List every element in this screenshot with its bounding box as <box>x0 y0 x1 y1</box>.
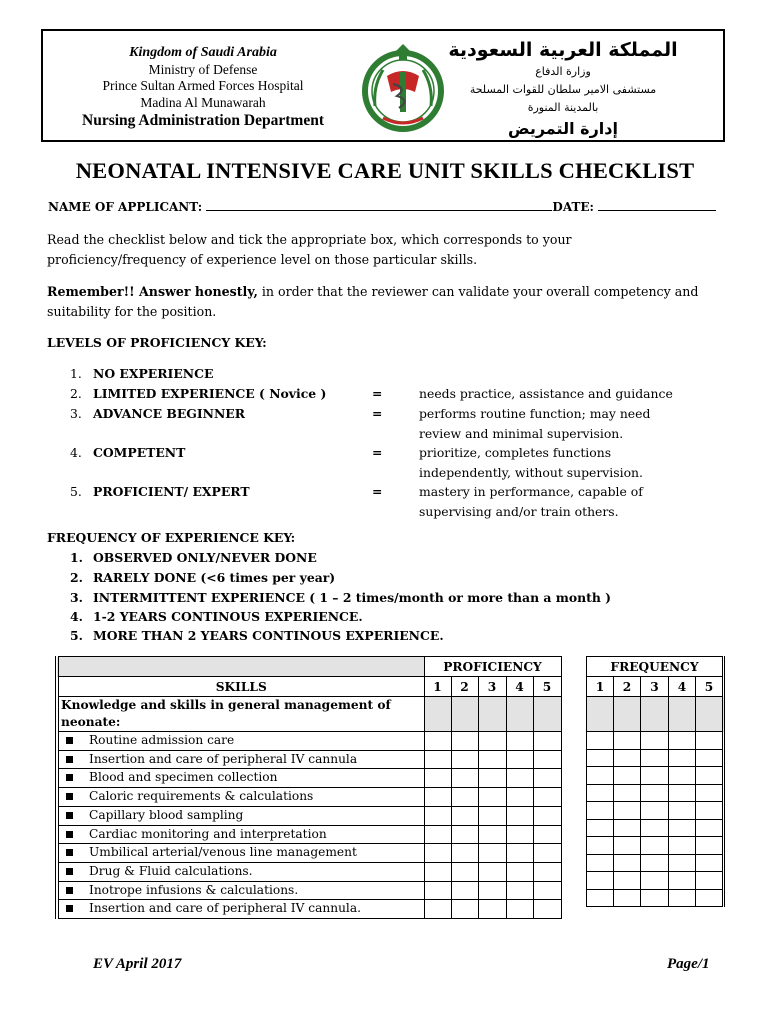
proficiency-checkbox-cell[interactable] <box>533 825 561 844</box>
equals-sign: = <box>372 386 383 401</box>
frequency-checkbox-cell[interactable] <box>641 802 669 820</box>
proficiency-checkbox-cell[interactable] <box>533 881 561 900</box>
item-description: performs routine function; may need <box>419 406 651 421</box>
proficiency-checkbox-cell[interactable] <box>533 862 561 881</box>
proficiency-checkbox-cell[interactable] <box>478 806 506 825</box>
table-row <box>587 749 724 767</box>
item-label: OBSERVED ONLY/NEVER DONE <box>93 550 317 565</box>
proficiency-key-heading: LEVELS OF PROFICIENCY KEY: <box>47 335 267 350</box>
skill-label: Umbilical arterial/venous line management <box>89 845 357 860</box>
section-title-line-2: neonate: <box>61 715 121 729</box>
proficiency-checkbox-cell[interactable] <box>506 769 533 788</box>
proficiency-checkbox-cell[interactable] <box>451 825 478 844</box>
item-label: RARELY DONE (<6 times per year) <box>93 570 336 585</box>
item-label: INTERMITTENT EXPERIENCE ( 1 – 2 times/month or more than a month ) <box>93 590 612 605</box>
square-bullet-icon <box>66 737 73 744</box>
letterhead-arabic <box>403 37 723 141</box>
frequency-checkbox-cell[interactable] <box>669 837 696 855</box>
section-title-line-1: Knowledge and skills in general management of <box>61 698 391 712</box>
frequency-checkbox-cell[interactable] <box>614 837 641 855</box>
skill-item <box>59 863 424 881</box>
table-row <box>587 767 724 785</box>
proficiency-checkbox-cell[interactable] <box>533 900 561 919</box>
skill-cell <box>57 806 424 825</box>
letterhead-box <box>41 29 725 142</box>
frequency-checkbox-cell[interactable] <box>696 732 724 750</box>
table-row <box>57 750 561 769</box>
frequency-checkbox-cell[interactable] <box>614 802 641 820</box>
frequency-checkbox-cell[interactable] <box>669 784 696 802</box>
proficiency-checkbox-cell[interactable] <box>478 750 506 769</box>
proficiency-checkbox-cell[interactable] <box>533 844 561 863</box>
skill-label: Insertion and care of peripheral IV cannula <box>89 751 358 766</box>
proficiency-checkbox-cell[interactable] <box>478 788 506 807</box>
item-number: 2. <box>70 386 82 401</box>
checkbox-cell <box>614 697 641 732</box>
table-row <box>587 889 724 907</box>
table-row <box>57 806 561 825</box>
proficiency-checkbox-cell[interactable] <box>478 769 506 788</box>
skill-cell <box>57 881 424 900</box>
frequency-checkbox-cell[interactable] <box>641 749 669 767</box>
city-label: Madina Al Munawarah <box>140 94 266 110</box>
square-bullet-icon <box>66 756 73 763</box>
kingdom-arabic-label: المملكة العربية السعودية <box>448 39 678 61</box>
frequency-checkbox-cell[interactable] <box>587 837 614 855</box>
instructions <box>47 230 737 270</box>
table-row <box>57 788 561 807</box>
proficiency-checkbox-cell[interactable] <box>451 862 478 881</box>
proficiency-checkbox-cell[interactable] <box>451 788 478 807</box>
proficiency-checkbox-cell[interactable] <box>424 881 451 900</box>
skill-label: Caloric requirements & calculations <box>89 789 314 804</box>
skill-label: Cardiac monitoring and interpretation <box>89 826 327 841</box>
item-label: PROFICIENT/ EXPERT <box>93 484 250 499</box>
item-number: 3. <box>70 590 83 605</box>
table-row <box>57 862 561 881</box>
proficiency-checkbox-cell[interactable] <box>424 769 451 788</box>
proficiency-checkbox-cell[interactable] <box>533 788 561 807</box>
frequency-checkbox-cell[interactable] <box>587 767 614 785</box>
frequency-checkbox-cell[interactable] <box>587 749 614 767</box>
proficiency-checkbox-cell[interactable] <box>451 900 478 919</box>
department-arabic-label: إدارة التمريض <box>508 119 618 138</box>
item-label: NO EXPERIENCE <box>93 366 214 381</box>
square-bullet-icon <box>66 831 73 838</box>
item-label: MORE THAN 2 YEARS CONTINOUS EXPERIENCE. <box>93 628 444 643</box>
item-label: COMPETENT <box>93 445 186 460</box>
skill-label: Routine admission care <box>89 733 235 747</box>
hospital-arabic-label: مستشفى الامير سلطان للقوات المسلحة <box>469 83 657 96</box>
frequency-checkbox-cell[interactable] <box>587 784 614 802</box>
skill-cell <box>57 769 424 788</box>
table-row <box>587 837 724 855</box>
remember-text: in order that the reviewer can validate your overall competency and <box>257 284 699 299</box>
frequency-table <box>586 656 725 907</box>
item-number: 4. <box>70 445 82 460</box>
proficiency-level-4: 4 <box>506 677 533 697</box>
frequency-checkbox-cell[interactable] <box>614 889 641 907</box>
table-row <box>587 854 724 872</box>
proficiency-checkbox-cell[interactable] <box>506 862 533 881</box>
skill-item <box>59 882 424 900</box>
item-description: mastery in performance, capable of <box>419 484 643 499</box>
skill-item <box>59 900 424 918</box>
proficiency-checkbox-cell[interactable] <box>424 825 451 844</box>
table-row <box>57 881 561 900</box>
skill-cell <box>57 825 424 844</box>
proficiency-checkbox-cell[interactable] <box>424 750 451 769</box>
item-label: 1-2 YEARS CONTINOUS EXPERIENCE. <box>93 609 363 624</box>
item-number: 1. <box>70 550 83 565</box>
proficiency-checkbox-cell[interactable] <box>506 806 533 825</box>
item-label: ADVANCE BEGINNER <box>93 406 246 421</box>
footer-page-number: Page/1 <box>667 956 710 972</box>
skill-label: Drug & Fluid calculations. <box>89 863 253 878</box>
frequency-checkbox-cell[interactable] <box>696 872 724 890</box>
hospital-label: Prince Sultan Armed Forces Hospital <box>102 78 304 93</box>
checkbox-cell <box>587 697 614 732</box>
skill-item <box>59 844 424 862</box>
skill-item <box>59 732 424 750</box>
skill-cell <box>57 862 424 881</box>
proficiency-checkbox-cell[interactable] <box>478 825 506 844</box>
proficiency-checkbox-cell[interactable] <box>506 750 533 769</box>
proficiency-checkbox-cell[interactable] <box>451 769 478 788</box>
checkbox-cell <box>669 697 696 732</box>
frequency-checkbox-cell[interactable] <box>669 889 696 907</box>
table-row <box>57 769 561 788</box>
skill-cell <box>57 750 424 769</box>
proficiency-checkbox-cell[interactable] <box>451 881 478 900</box>
frequency-checkbox-cell[interactable] <box>696 889 724 907</box>
item-label: LIMITED EXPERIENCE ( Novice ) <box>93 386 327 401</box>
table-row <box>57 900 561 919</box>
skill-cell <box>57 788 424 807</box>
frequency-checkbox-cell[interactable] <box>696 749 724 767</box>
document-title: NEONATAL INTENSIVE CARE UNIT SKILLS CHECKLIST <box>75 158 695 183</box>
frequency-checkbox-cell[interactable] <box>669 802 696 820</box>
applicant-line <box>48 199 728 214</box>
square-bullet-icon <box>66 868 73 875</box>
skill-label: Inotrope infusions & calculations. <box>89 882 299 897</box>
checkbox-cell <box>641 697 669 732</box>
remember-note <box>47 282 747 322</box>
item-number: 5. <box>70 484 82 499</box>
department-label: Nursing Administration Department <box>82 112 324 129</box>
proficiency-level-3: 3 <box>478 677 506 697</box>
frequency-key-heading: FREQUENCY OF EXPERIENCE KEY: <box>47 530 296 545</box>
proficiency-checkbox-cell[interactable] <box>424 806 451 825</box>
name-field[interactable] <box>206 199 552 211</box>
frequency-checkbox-cell[interactable] <box>669 732 696 750</box>
frequency-checkbox-cell[interactable] <box>614 854 641 872</box>
proficiency-checkbox-cell[interactable] <box>424 844 451 863</box>
frequency-checkbox-cell[interactable] <box>696 819 724 837</box>
frequency-level-5: 5 <box>696 677 724 697</box>
date-label: DATE: <box>552 200 594 214</box>
skill-cell <box>57 844 424 863</box>
frequency-level-2: 2 <box>614 677 641 697</box>
checkbox-cell <box>696 697 724 732</box>
proficiency-checkbox-cell[interactable] <box>533 750 561 769</box>
ministry-arabic-label: وزارة الدفاع <box>535 65 591 78</box>
frequency-header: FREQUENCY <box>587 657 724 677</box>
frequency-checkbox-cell[interactable] <box>587 819 614 837</box>
kingdom-label: Kingdom of Saudi Arabia <box>129 45 277 60</box>
skill-label: Insertion and care of peripheral IV cannula. <box>89 901 361 916</box>
proficiency-level-2: 2 <box>451 677 478 697</box>
table-row <box>587 732 724 750</box>
item-description-cont: supervising and/or train others. <box>419 504 619 519</box>
frequency-checkbox-cell[interactable] <box>614 784 641 802</box>
footer-version: EV April 2017 <box>93 956 182 972</box>
square-bullet-icon <box>66 774 73 781</box>
skills-header-top-cell <box>57 657 424 677</box>
name-label: NAME OF APPLICANT: <box>48 200 203 214</box>
proficiency-checkbox-cell[interactable] <box>506 881 533 900</box>
item-number: 5. <box>70 628 83 643</box>
skill-item <box>59 807 424 825</box>
skill-cell <box>57 900 424 919</box>
frequency-checkbox-cell[interactable] <box>641 732 669 750</box>
proficiency-checkbox-cell[interactable] <box>451 732 478 751</box>
skill-cell <box>57 732 424 751</box>
skill-label: Blood and specimen collection <box>89 770 278 785</box>
city-arabic-label: بالمدينة المنورة <box>527 101 599 114</box>
proficiency-checkbox-cell[interactable] <box>506 732 533 751</box>
proficiency-checkbox-cell[interactable] <box>478 862 506 881</box>
square-bullet-icon <box>66 849 73 856</box>
item-description: needs practice, assistance and guidance <box>419 386 673 401</box>
equals-sign: = <box>372 445 383 460</box>
ministry-label: Ministry of Defense <box>148 61 258 77</box>
frequency-checkbox-cell[interactable] <box>696 767 724 785</box>
proficiency-checkbox-cell[interactable] <box>478 881 506 900</box>
frequency-checkbox-cell[interactable] <box>669 819 696 837</box>
frequency-checkbox-cell[interactable] <box>641 872 669 890</box>
frequency-checkbox-cell[interactable] <box>696 802 724 820</box>
skills-header: SKILLS <box>57 677 424 697</box>
table-row <box>57 732 561 751</box>
skill-label: Capillary blood sampling <box>89 807 244 822</box>
item-number: 3. <box>70 406 82 421</box>
skills-proficiency-table <box>55 656 562 919</box>
frequency-checkbox-cell[interactable] <box>641 889 669 907</box>
proficiency-checkbox-cell[interactable] <box>424 900 451 919</box>
skill-item <box>59 769 424 787</box>
frequency-checkbox-cell[interactable] <box>587 732 614 750</box>
frequency-checkbox-cell[interactable] <box>669 854 696 872</box>
square-bullet-icon <box>66 905 73 912</box>
frequency-checkbox-cell[interactable] <box>614 749 641 767</box>
frequency-checkbox-cell[interactable] <box>614 767 641 785</box>
remember-bold: Remember!! Answer honestly, <box>47 284 258 299</box>
proficiency-checkbox-cell[interactable] <box>424 732 451 751</box>
proficiency-checkbox-cell[interactable] <box>451 844 478 863</box>
square-bullet-icon <box>66 887 73 894</box>
proficiency-checkbox-cell[interactable] <box>424 788 451 807</box>
checkbox-cell <box>506 697 533 732</box>
frequency-checkbox-cell[interactable] <box>641 837 669 855</box>
table-row <box>57 844 561 863</box>
skill-item <box>59 826 424 844</box>
table-row <box>587 819 724 837</box>
equals-sign: = <box>372 406 383 421</box>
checkbox-cell <box>424 697 451 732</box>
table-row <box>587 802 724 820</box>
proficiency-checkbox-cell[interactable] <box>478 844 506 863</box>
square-bullet-icon <box>66 793 73 800</box>
proficiency-level-1: 1 <box>424 677 451 697</box>
proficiency-header: PROFICIENCY <box>424 657 561 677</box>
checkbox-cell <box>451 697 478 732</box>
proficiency-level-5: 5 <box>533 677 561 697</box>
item-description-cont: independently, without supervision. <box>419 465 643 480</box>
proficiency-checkbox-cell[interactable] <box>533 732 561 751</box>
proficiency-checkbox-cell[interactable] <box>451 750 478 769</box>
item-description: prioritize, completes functions <box>419 445 612 460</box>
proficiency-checkbox-cell[interactable] <box>478 900 506 919</box>
remember-line-2: suitability for the position. <box>47 304 217 319</box>
skill-item <box>59 751 424 769</box>
frequency-checkbox-cell[interactable] <box>669 767 696 785</box>
frequency-checkbox-cell[interactable] <box>669 872 696 890</box>
frequency-checkbox-cell[interactable] <box>641 767 669 785</box>
frequency-level-1: 1 <box>587 677 614 697</box>
frequency-checkbox-cell[interactable] <box>669 749 696 767</box>
section-title <box>57 697 424 732</box>
table-row <box>587 784 724 802</box>
checkbox-cell <box>478 697 506 732</box>
proficiency-checkbox-cell[interactable] <box>451 806 478 825</box>
item-number: 2. <box>70 570 83 585</box>
frequency-checkbox-cell[interactable] <box>641 784 669 802</box>
instructions-line-2: proficiency/frequency of experience level on those particular skills. <box>47 252 478 267</box>
frequency-checkbox-cell[interactable] <box>641 854 669 872</box>
frequency-checkbox-cell[interactable] <box>587 872 614 890</box>
frequency-checkbox-cell[interactable] <box>614 819 641 837</box>
proficiency-checkbox-cell[interactable] <box>533 769 561 788</box>
frequency-checkbox-cell[interactable] <box>696 854 724 872</box>
instructions-line-1: Read the checklist below and tick the appropriate box, which corresponds to your <box>47 232 572 247</box>
square-bullet-icon <box>66 812 73 819</box>
date-field[interactable] <box>598 199 716 211</box>
checkbox-cell <box>533 697 561 732</box>
equals-sign: = <box>372 484 383 499</box>
proficiency-checkbox-cell[interactable] <box>533 806 561 825</box>
proficiency-checkbox-cell[interactable] <box>506 788 533 807</box>
frequency-checkbox-cell[interactable] <box>614 732 641 750</box>
item-number: 1. <box>70 366 82 381</box>
frequency-checkbox-cell[interactable] <box>641 819 669 837</box>
table-row <box>57 825 561 844</box>
letterhead-english <box>43 45 363 130</box>
frequency-checkbox-cell[interactable] <box>696 784 724 802</box>
frequency-level-3: 3 <box>641 677 669 697</box>
frequency-checkbox-cell[interactable] <box>587 802 614 820</box>
item-number: 4. <box>70 609 83 624</box>
frequency-checkbox-cell[interactable] <box>696 837 724 855</box>
table-row <box>587 872 724 890</box>
frequency-checkbox-cell[interactable] <box>587 889 614 907</box>
frequency-level-4: 4 <box>669 677 696 697</box>
proficiency-checkbox-cell[interactable] <box>506 825 533 844</box>
proficiency-checkbox-cell[interactable] <box>478 732 506 751</box>
frequency-checkbox-cell[interactable] <box>614 872 641 890</box>
item-description-cont: review and minimal supervision. <box>419 426 624 441</box>
proficiency-checkbox-cell[interactable] <box>506 900 533 919</box>
proficiency-checkbox-cell[interactable] <box>506 844 533 863</box>
proficiency-checkbox-cell[interactable] <box>424 862 451 881</box>
skill-item <box>59 788 424 806</box>
frequency-checkbox-cell[interactable] <box>587 854 614 872</box>
